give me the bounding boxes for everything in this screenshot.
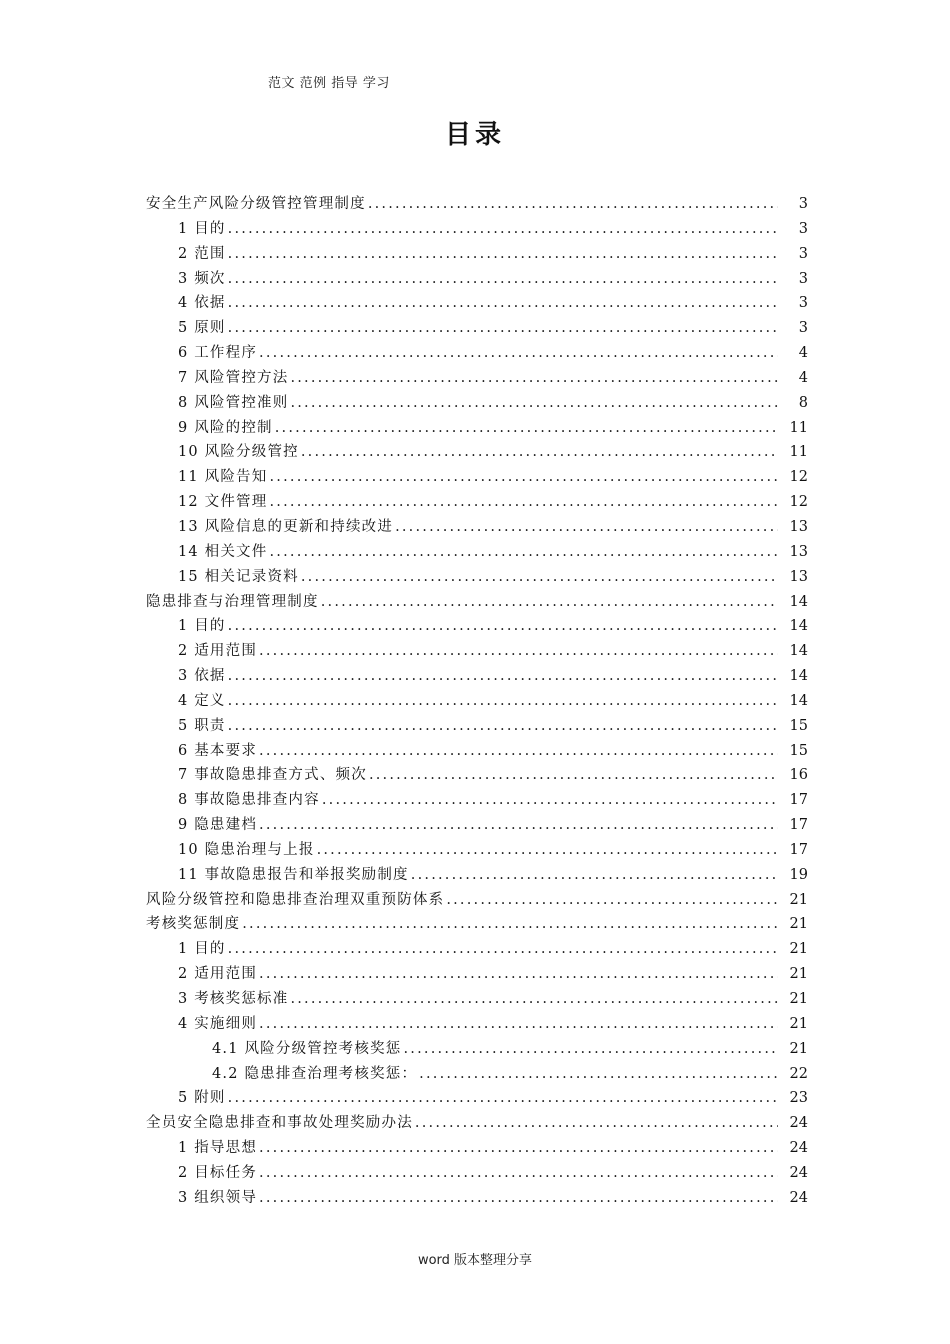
toc-entry-label: 10 风险分级管控	[178, 444, 299, 461]
toc-entry-label: 8 事故隐患排查内容	[178, 792, 320, 809]
toc-dot-leader	[321, 594, 778, 610]
toc-entry[interactable]	[146, 515, 808, 540]
toc-entry-label: 14 相关文件	[178, 543, 268, 560]
toc-entry-page-number: 17	[789, 841, 808, 858]
toc-dot-leader	[259, 966, 778, 982]
toc-entry-page-number: 3	[798, 196, 808, 212]
toc-entry-label: 3 依据	[178, 668, 226, 685]
toc-entry-label: 2 范围	[178, 245, 226, 262]
toc-dot-leader	[228, 718, 778, 734]
toc-entry[interactable]	[146, 490, 808, 515]
toc-entry-label: 12 文件管理	[178, 494, 268, 511]
toc-dot-leader	[228, 221, 778, 237]
toc-entry-label: 6 工作程序	[178, 345, 258, 362]
toc-entry[interactable]	[146, 291, 808, 316]
toc-entry[interactable]	[146, 192, 808, 217]
toc-entry[interactable]	[146, 341, 808, 366]
toc-dot-leader	[259, 817, 778, 833]
toc-dot-leader	[269, 469, 778, 485]
toc-dot-leader	[446, 892, 778, 908]
toc-entry-page-number: 21	[789, 991, 808, 1007]
toc-dot-leader	[228, 693, 778, 709]
toc-entry[interactable]	[146, 565, 808, 590]
toc-entry[interactable]	[146, 912, 808, 937]
toc-entry-label: 11 事故隐患报告和举报奖励制度	[178, 866, 409, 883]
toc-entry-label: 6 基本要求	[178, 742, 258, 759]
toc-dot-leader	[259, 643, 778, 659]
toc-entry[interactable]	[146, 217, 808, 242]
toc-dot-leader	[259, 1165, 778, 1181]
toc-entry-page-number: 3	[798, 220, 808, 237]
toc-entry-page-number: 21	[789, 1015, 808, 1032]
toc-entry-label: 1 目的	[178, 941, 226, 958]
toc-entry[interactable]	[146, 242, 808, 267]
toc-entry[interactable]	[146, 1062, 808, 1087]
toc-dot-leader	[259, 1016, 778, 1032]
toc-dot-leader	[228, 271, 778, 287]
toc-entry-page-number: 21	[789, 916, 808, 933]
toc-entry[interactable]	[146, 267, 808, 292]
toc-entry[interactable]	[146, 416, 808, 441]
toc-entry-page-number: 14	[789, 692, 808, 709]
toc-dot-leader	[228, 618, 778, 634]
toc-dot-leader	[275, 420, 778, 436]
toc-entry-page-number: 3	[798, 270, 808, 287]
toc-dot-leader	[242, 916, 778, 932]
toc-dot-leader	[290, 395, 778, 411]
toc-entry[interactable]	[146, 465, 808, 490]
toc-entry-label: 7 风险管控方法	[178, 369, 289, 386]
toc-entry-page-number: 23	[789, 1090, 808, 1107]
toc-entry-label: 7 事故隐患排查方式、频次	[178, 767, 367, 784]
toc-entry[interactable]	[146, 366, 808, 391]
toc-entry[interactable]	[146, 540, 808, 565]
toc-dot-leader	[290, 991, 778, 1007]
toc-entry[interactable]	[146, 962, 808, 987]
toc-entry[interactable]	[146, 316, 808, 341]
toc-entry[interactable]	[146, 863, 808, 888]
toc-dot-leader	[301, 444, 778, 460]
toc-entry-page-number: 22	[789, 1065, 808, 1082]
toc-dot-leader	[269, 544, 778, 560]
toc-entry[interactable]	[146, 1136, 808, 1161]
toc-dot-leader	[228, 1090, 778, 1106]
toc-entry[interactable]	[146, 763, 808, 788]
toc-dot-leader	[259, 743, 778, 759]
toc-entry[interactable]	[146, 590, 808, 615]
toc-entry-page-number: 13	[789, 568, 808, 585]
toc-entry-page-number: 12	[789, 494, 808, 511]
toc-entry-label: 11 风险告知	[178, 469, 268, 486]
toc-dot-leader	[259, 1140, 778, 1156]
toc-entry-label: 3 频次	[178, 270, 226, 287]
toc-entry-label: 15 相关记录资料	[178, 568, 299, 585]
toc-dot-leader	[269, 494, 778, 510]
toc-entry-label: 1 指导思想	[178, 1140, 258, 1157]
toc-entry-label: 风险分级管控和隐患排查治理双重预防体系	[146, 891, 445, 908]
toc-entry-label: 4 定义	[178, 692, 226, 709]
toc-entry-label: 1 目的	[178, 220, 226, 237]
toc-entry-page-number: 14	[789, 593, 808, 610]
toc-dot-leader	[395, 519, 778, 535]
toc-entry-label: 1 目的	[178, 618, 226, 635]
toc-entry[interactable]	[146, 987, 808, 1012]
toc-entry-page-number: 11	[789, 444, 808, 461]
toc-entry[interactable]	[146, 1186, 808, 1211]
toc-entry[interactable]	[146, 888, 808, 913]
toc-entry-page-number: 24	[789, 1115, 808, 1132]
toc-entry[interactable]	[146, 664, 808, 689]
toc-entry-page-number: 24	[789, 1189, 808, 1206]
toc-entry-page-number: 13	[789, 543, 808, 560]
toc-entry-page-number: 15	[789, 742, 808, 759]
toc-entry-page-number: 17	[789, 817, 808, 834]
toc-dot-leader	[259, 345, 778, 361]
toc-dot-leader	[301, 569, 778, 585]
toc-entry-page-number: 15	[789, 717, 808, 734]
toc-entry[interactable]	[146, 937, 808, 962]
toc-dot-leader	[403, 1041, 778, 1057]
toc-dot-leader	[369, 767, 778, 783]
toc-entry[interactable]	[146, 838, 808, 863]
toc-entry[interactable]	[146, 391, 808, 416]
toc-entry-label: 3 组织领导	[178, 1189, 258, 1206]
toc-entry-page-number: 3	[798, 245, 808, 262]
toc-entry[interactable]	[146, 1012, 808, 1037]
toc-entry-page-number: 4	[798, 345, 808, 362]
page-title: 目录	[444, 120, 505, 150]
toc-entry-label: 5 原则	[178, 320, 226, 337]
toc-dot-leader	[411, 867, 778, 883]
toc-entry-page-number: 12	[789, 469, 808, 486]
toc-entry[interactable]	[146, 714, 808, 739]
toc-entry-page-number: 3	[798, 320, 808, 337]
table-of-contents	[146, 192, 808, 1211]
toc-entry[interactable]	[146, 1161, 808, 1186]
toc-entry-page-number: 17	[789, 792, 808, 809]
toc-dot-leader	[228, 320, 778, 336]
toc-entry-label: 5 附则	[178, 1090, 226, 1107]
toc-entry-page-number: 14	[789, 643, 808, 660]
toc-entry-page-number: 21	[789, 966, 808, 983]
toc-entry[interactable]	[146, 788, 808, 813]
toc-entry-page-number: 21	[789, 891, 808, 908]
toc-entry-label: 3 考核奖惩标准	[178, 991, 289, 1007]
toc-entry-page-number: 21	[789, 941, 808, 958]
toc-entry-label: 安全生产风险分级管控管理制度	[146, 196, 366, 212]
toc-entry-page-number: 14	[789, 618, 808, 635]
toc-entry[interactable]	[146, 1037, 808, 1062]
toc-entry-page-number: 14	[789, 668, 808, 685]
toc-entry-label: 4 依据	[178, 295, 226, 312]
toc-dot-leader	[290, 370, 778, 386]
toc-entry-page-number: 24	[789, 1164, 808, 1181]
toc-entry-label: 9 风险的控制	[178, 419, 273, 436]
toc-entry-page-number: 3	[798, 295, 808, 312]
toc-entry-label: 4 实施细则	[178, 1015, 258, 1032]
toc-dot-leader	[228, 668, 778, 684]
toc-dot-leader	[228, 295, 778, 311]
toc-entry-page-number: 4	[798, 369, 808, 386]
toc-entry-page-number: 19	[789, 866, 808, 883]
toc-entry[interactable]	[146, 440, 808, 465]
toc-entry-page-number: 16	[789, 767, 808, 784]
toc-dot-leader	[228, 246, 778, 262]
toc-dot-leader	[368, 196, 778, 212]
toc-dot-leader	[259, 1190, 778, 1206]
page-header: 范文 范例 指导 学习	[268, 76, 390, 91]
toc-dot-leader	[228, 941, 778, 957]
toc-entry-label: 考核奖惩制度	[146, 916, 241, 933]
toc-entry-label: 2 适用范围	[178, 966, 258, 983]
toc-dot-leader	[419, 1066, 778, 1082]
toc-entry-label: 9 隐患建档	[178, 817, 258, 834]
toc-dot-leader	[415, 1115, 778, 1131]
toc-entry-label: 隐患排查与治理管理制度	[146, 593, 319, 610]
toc-entry-page-number: 21	[789, 1040, 808, 1057]
toc-entry-label: 4.1 风险分级管控考核奖惩	[212, 1040, 402, 1057]
page-footer: word 版本整理分享	[417, 1253, 533, 1268]
toc-entry-label: 4.2 隐患排查治理考核奖惩：	[212, 1065, 418, 1082]
toc-entry-label: 10 隐患治理与上报	[178, 841, 315, 858]
toc-entry[interactable]	[146, 689, 808, 714]
toc-entry[interactable]	[146, 1111, 808, 1136]
toc-entry[interactable]	[146, 813, 808, 838]
toc-entry-label: 5 职责	[178, 717, 226, 734]
toc-entry[interactable]	[146, 614, 808, 639]
toc-entry-page-number: 8	[798, 394, 808, 411]
toc-entry-label: 2 适用范围	[178, 643, 258, 660]
toc-entry[interactable]	[146, 639, 808, 664]
toc-dot-leader	[322, 792, 778, 808]
toc-dot-leader	[317, 842, 778, 858]
toc-entry[interactable]	[146, 1086, 808, 1111]
toc-entry-label: 8 风险管控准则	[178, 394, 289, 411]
toc-entry-page-number: 24	[789, 1140, 808, 1157]
toc-entry-label: 全员安全隐患排查和事故处理奖励办法	[146, 1115, 413, 1132]
toc-entry[interactable]	[146, 739, 808, 764]
toc-entry-page-number: 13	[789, 518, 808, 535]
toc-entry-label: 13 风险信息的更新和持续改进	[178, 518, 394, 535]
toc-entry-page-number: 11	[789, 419, 808, 436]
toc-entry-label: 2 目标任务	[178, 1164, 258, 1181]
